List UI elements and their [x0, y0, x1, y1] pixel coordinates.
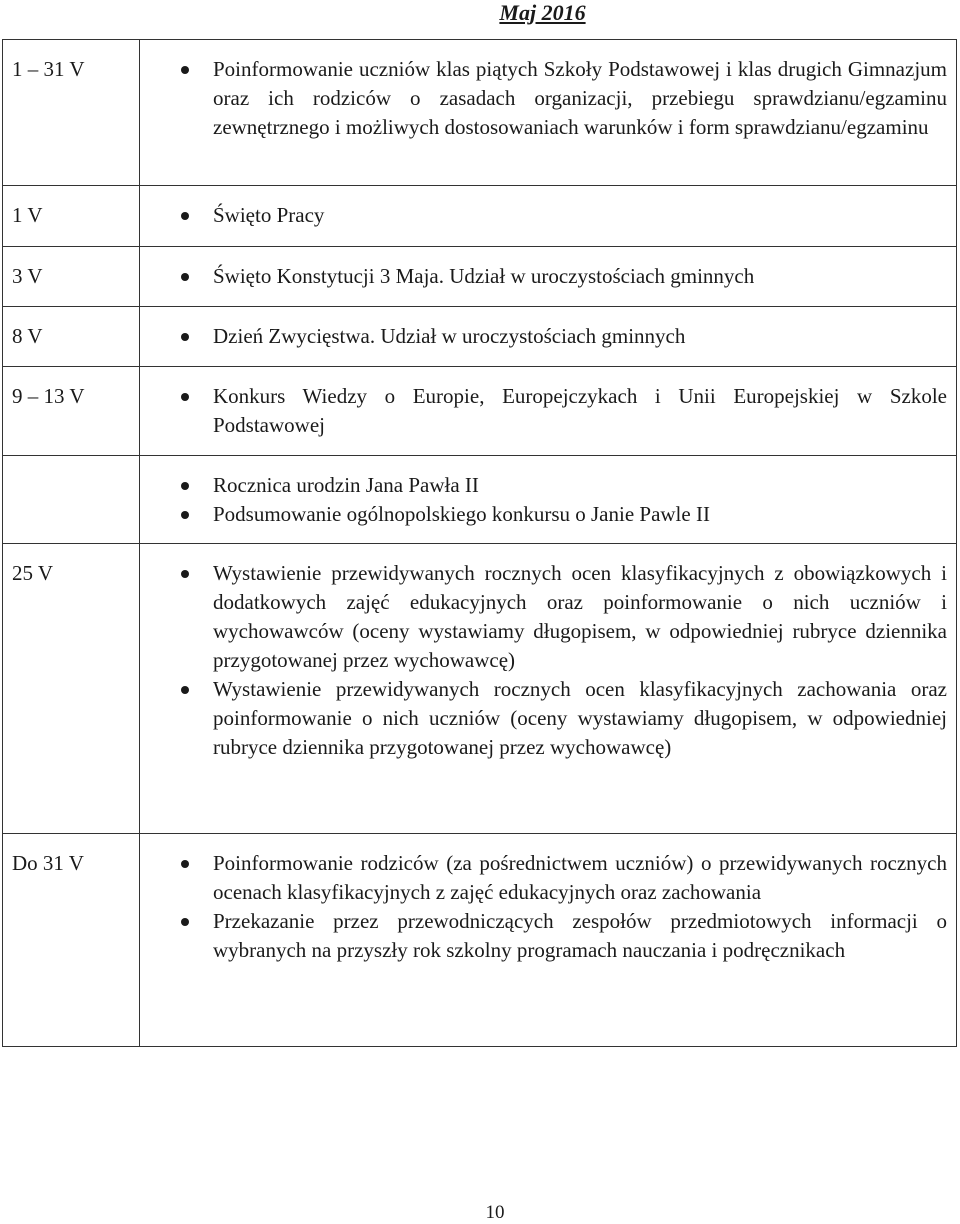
table-row — [3, 40, 957, 186]
event-item: Rocznica urodzin Jana Pawła II — [140, 471, 947, 500]
date-cell: 1 – 31 V — [3, 40, 140, 186]
description-cell — [140, 834, 957, 1047]
event-item: Konkurs Wiedzy o Europie, Europejczykach i Unii Europejskiej w Szkole Podstawowej — [140, 382, 947, 440]
page-number: 10 — [485, 1202, 505, 1223]
date-cell: Do 31 V — [3, 834, 140, 1047]
event-item: Dzień Zwycięstwa. Udział w uroczystościach gminnych — [140, 322, 947, 351]
date-cell — [3, 456, 140, 544]
event-item: Podsumowanie ogólnopolskiego konkursu o Janie Pawle II — [140, 500, 947, 529]
event-item: Poinformowanie uczniów klas piątych Szkoły Podstawowej i klas drugich Gimnazjum oraz ich rodziców o zasadach organizacji, przebiegu sprawdzianu/egzaminu zewnętrznego i możliwych dostosowaniach warunków i form sprawdzianu/egzaminu — [140, 55, 947, 142]
schedule-body — [3, 40, 957, 1047]
description-cell — [140, 40, 957, 186]
date-cell: 8 V — [3, 307, 140, 367]
table-row — [3, 307, 957, 367]
event-list — [140, 559, 947, 762]
table-row — [3, 247, 957, 307]
event-list — [140, 382, 947, 440]
event-list — [140, 201, 947, 230]
event-list — [140, 849, 947, 965]
table-row — [3, 456, 957, 544]
table-row — [3, 186, 957, 247]
page-title: Maj 2016 — [499, 0, 586, 25]
event-item: Poinformowanie rodziców (za pośrednictwem uczniów) o przewidywanych rocznych ocenach klasyfikacyjnych z zajęć edukacyjnych oraz zachowania — [140, 849, 947, 907]
event-list — [140, 55, 947, 142]
event-list — [140, 262, 947, 291]
description-cell — [140, 247, 957, 307]
description-cell — [140, 186, 957, 247]
description-cell — [140, 367, 957, 456]
schedule-table — [2, 39, 957, 1047]
date-cell: 3 V — [3, 247, 140, 307]
event-item: Wystawienie przewidywanych rocznych ocen klasyfikacyjnych z obowiązkowych i dodatkowych zajęć edukacyjnych oraz poinformowanie o nich uczniów i wychowawców (oceny wystawiamy długopisem, w odpowiedniej rubryce dziennika przygotowanej przez wychowawcę) — [140, 559, 947, 675]
date-cell: 25 V — [3, 544, 140, 834]
event-item: Wystawienie przewidywanych rocznych ocen klasyfikacyjnych zachowania oraz poinformowanie o nich uczniów (oceny wystawiamy długopisem, w odpowiedniej rubryce dziennika przygotowanej przez wychowawcę) — [140, 675, 947, 762]
event-item: Przekazanie przez przewodniczących zespołów przedmiotowych informacji o wybranych na przyszły rok szkolny programach nauczania i podręcznikach — [140, 907, 947, 965]
table-row — [3, 544, 957, 834]
event-item: Święto Pracy — [140, 201, 947, 230]
event-list — [140, 322, 947, 351]
table-row — [3, 367, 957, 456]
date-cell: 1 V — [3, 186, 140, 247]
description-cell — [140, 307, 957, 367]
date-cell: 9 – 13 V — [3, 367, 140, 456]
event-list — [140, 471, 947, 529]
table-row — [3, 834, 957, 1047]
description-cell — [140, 544, 957, 834]
event-item: Święto Konstytucji 3 Maja. Udział w uroczystościach gminnych — [140, 262, 947, 291]
description-cell — [140, 456, 957, 544]
